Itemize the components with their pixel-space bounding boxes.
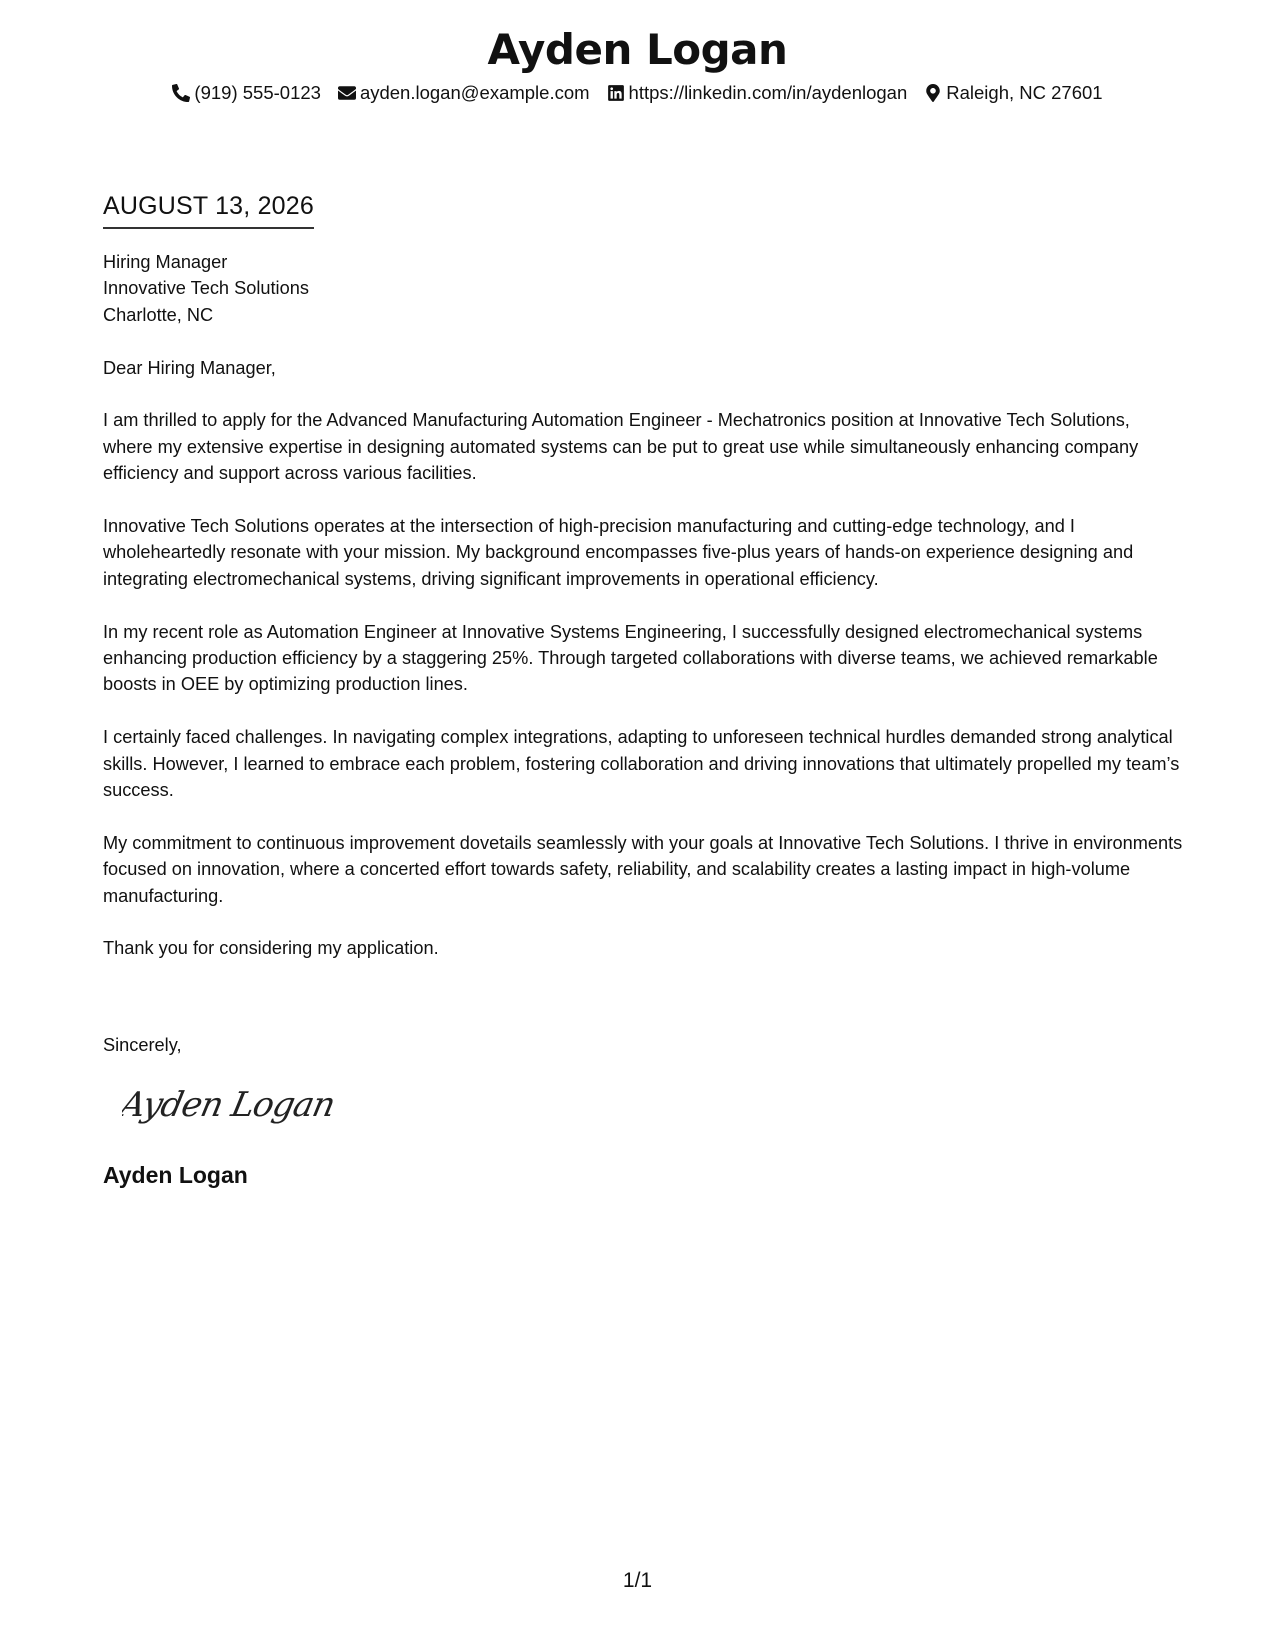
applicant-name: Ayden Logan <box>487 25 788 74</box>
body-paragraph: Innovative Tech Solutions operates at the intersection of high-precision manufacturing and cutting-edge technology, and I wholeheartedly resonate with your mission. My background encompasses five-plus years of hands-on experience designing and integrating electromechanical systems, driving significant improvements in operational efficiency. <box>103 516 1134 589</box>
recipient-block <box>103 249 1183 328</box>
body-paragraph: I certainly faced challenges. In navigating complex integrations, adapting to unforeseen technical hurdles demanded strong analytical skills. However, I learned to embrace each problem, fostering collaboration and driving innovations that ultimately propelled my team’s success. <box>103 727 1180 801</box>
contact-linkedin <box>607 80 908 106</box>
body-paragraph: In my recent role as Automation Engineer at Innovative Systems Engineering, I successfully designed electromechanical systems enhancing production efficiency by a staggering 25%. Through targeted collaborations with diverse teams, we achieved remarkable boosts in OEE by optimizing production lines. <box>103 621 1158 695</box>
salutation: Dear Hiring Manager, <box>103 357 276 378</box>
handwritten-signature <box>122 1072 352 1132</box>
signature-glyphs: Ayden Logan <box>122 1085 339 1125</box>
contact-info-bar <box>0 80 1275 106</box>
phone-icon <box>172 84 190 102</box>
letter-date: AUGUST 13, 2026 <box>103 189 314 229</box>
email-text: ayden.logan@example.com <box>359 82 590 103</box>
map-pin-icon <box>924 84 942 102</box>
body-paragraph: My commitment to continuous improvement dovetails seamlessly with your goals at Innovative Tech Solutions. I thrive in environments focused on innovation, where a concerted effort towards safety, reliability, and scalability creates a lasting impact in high-volume manufacturing. <box>103 832 1183 906</box>
body-paragraph: I am thrilled to apply for the Advanced Manufacturing Automation Engineer - Mechatronics position at Innovative Tech Solutions, where my extensive expertise in designing automated systems can be put to great use while simultaneously enhancing company efficiency and support across various facilities. <box>103 410 1139 484</box>
recipient-location: Charlotte, NC <box>103 304 214 325</box>
recipient-title: Hiring Manager <box>103 252 228 272</box>
thank-you-line: Thank you for considering my application. <box>103 938 439 959</box>
recipient-company: Innovative Tech Solutions <box>103 278 309 299</box>
linkedin-url-text: https://linkedin.com/in/aydenlogan <box>628 82 908 103</box>
letter-header <box>0 18 1275 106</box>
location-text: Raleigh, NC 27601 <box>946 82 1103 103</box>
linkedin-icon <box>607 84 625 102</box>
contact-phone <box>172 80 321 106</box>
signer-name: Ayden Logan <box>103 1162 248 1188</box>
contact-email <box>338 80 590 106</box>
letter-body <box>103 249 1183 1085</box>
page-number: 1/1 <box>622 1569 653 1592</box>
closing: Sincerely, <box>103 1035 182 1056</box>
envelope-icon <box>338 84 356 102</box>
phone-text: (919) 555-0123 <box>194 82 321 103</box>
contact-location <box>924 80 1102 106</box>
